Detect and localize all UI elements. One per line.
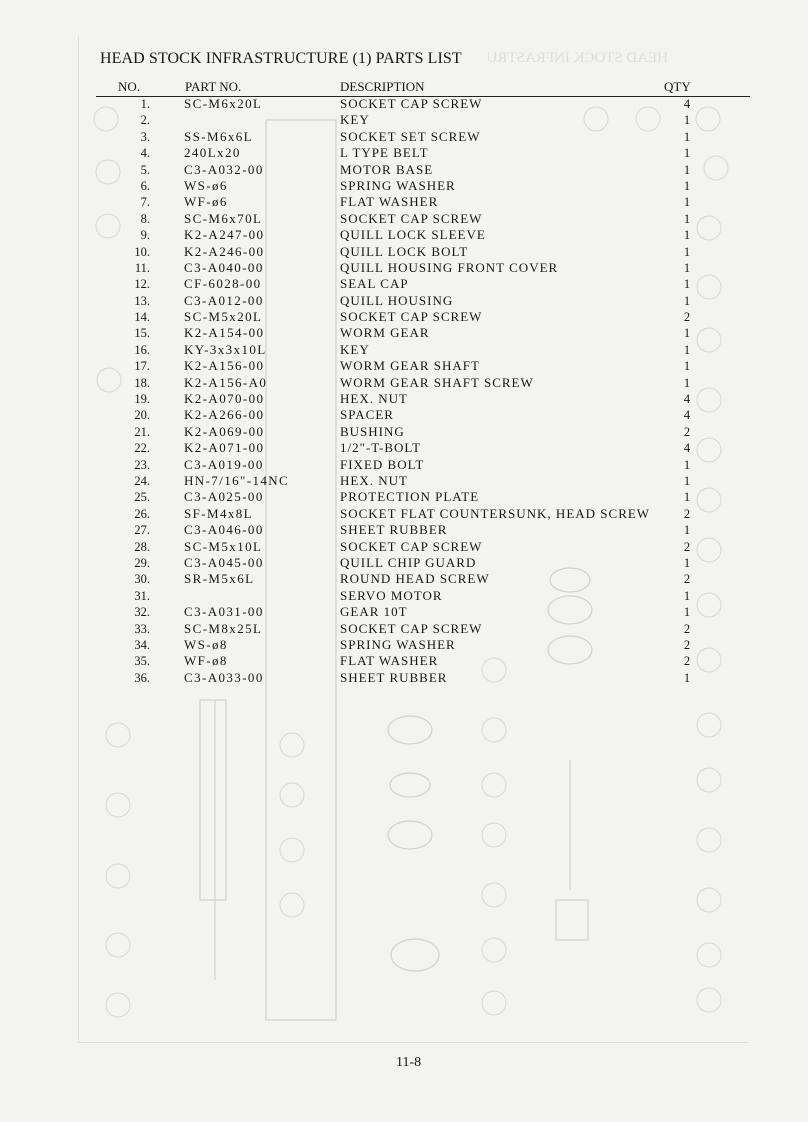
row-number: 18. bbox=[134, 375, 150, 390]
table-row bbox=[0, 407, 808, 423]
row-part-no: C3-A033-00 bbox=[184, 669, 264, 685]
row-description: SOCKET CAP SCREW bbox=[340, 96, 483, 111]
row-description: 1/2"-T-BOLT bbox=[340, 440, 422, 456]
table-row bbox=[0, 588, 808, 604]
row-qty: 2 bbox=[683, 506, 691, 521]
row-number: 3. bbox=[140, 129, 150, 144]
row-qty: 2 bbox=[683, 572, 691, 587]
row-description: SOCKET FLAT COUNTERSUNK, HEAD SCREW bbox=[340, 505, 651, 521]
row-number: 33. bbox=[134, 621, 150, 636]
row-qty: 1 bbox=[683, 228, 691, 243]
row-description: QUILL CHIP GUARD bbox=[340, 554, 477, 570]
table-row bbox=[0, 375, 808, 391]
row-qty: 1 bbox=[683, 326, 691, 341]
table-row bbox=[0, 112, 808, 128]
table-row bbox=[0, 227, 808, 243]
row-part-no: C3-A046-00 bbox=[184, 522, 264, 538]
table-row bbox=[0, 293, 808, 309]
row-number: 25. bbox=[134, 490, 150, 505]
row-number: 31. bbox=[134, 588, 150, 603]
table-row bbox=[0, 391, 808, 407]
row-part-no: C3-A045-00 bbox=[184, 554, 264, 570]
row-number: 8. bbox=[140, 211, 150, 226]
row-qty: 1 bbox=[683, 605, 691, 620]
row-qty: 1 bbox=[683, 293, 691, 308]
row-description: BUSHING bbox=[340, 423, 405, 439]
row-qty: 2 bbox=[683, 310, 691, 325]
table-row bbox=[0, 670, 808, 686]
row-number: 11. bbox=[134, 260, 150, 275]
row-qty: 1 bbox=[683, 195, 691, 210]
row-description: MOTOR BASE bbox=[340, 161, 434, 177]
row-part-no: C3-A025-00 bbox=[184, 489, 264, 505]
row-qty: 2 bbox=[683, 539, 691, 554]
table-row bbox=[0, 424, 808, 440]
row-qty: 1 bbox=[683, 359, 691, 374]
table-row bbox=[0, 457, 808, 473]
row-description: KEY bbox=[340, 112, 370, 128]
row-description: SPRING WASHER bbox=[340, 636, 456, 652]
row-number: 10. bbox=[134, 244, 150, 259]
row-number: 4. bbox=[140, 146, 150, 161]
row-part-no: K2-A246-00 bbox=[184, 243, 265, 259]
row-description: QUILL LOCK SLEEVE bbox=[340, 227, 486, 243]
row-part-no: SS-M6x6L bbox=[184, 128, 253, 144]
row-description: SERVO MOTOR bbox=[340, 587, 443, 603]
row-number: 7. bbox=[140, 195, 150, 210]
row-description: WORM GEAR bbox=[340, 325, 430, 341]
row-part-no: C3-A012-00 bbox=[184, 292, 264, 308]
table-row bbox=[0, 178, 808, 194]
row-number: 27. bbox=[134, 523, 150, 538]
table-row bbox=[0, 145, 808, 161]
row-number: 16. bbox=[134, 342, 150, 357]
row-part-no: K2-A266-00 bbox=[184, 407, 265, 423]
row-qty: 1 bbox=[683, 523, 691, 538]
row-number: 24. bbox=[134, 473, 150, 488]
row-part-no: C3-A032-00 bbox=[184, 161, 264, 177]
row-part-no: SF-M4x8L bbox=[184, 505, 253, 521]
row-description: SEAL CAP bbox=[340, 276, 409, 292]
row-qty: 2 bbox=[683, 621, 691, 636]
row-part-no: SC-M5x10L bbox=[184, 538, 263, 554]
row-number: 29. bbox=[134, 555, 150, 570]
row-number: 14. bbox=[134, 310, 150, 325]
row-qty: 1 bbox=[683, 473, 691, 488]
row-description: PROTECTION PLATE bbox=[340, 489, 480, 505]
svg-text:HEAD STOCK INFRASTRU: HEAD STOCK INFRASTRU bbox=[486, 50, 668, 66]
row-part-no: WS-ø6 bbox=[184, 177, 228, 193]
row-qty: 1 bbox=[683, 375, 691, 390]
row-qty: 1 bbox=[683, 113, 691, 128]
row-number: 12. bbox=[134, 277, 150, 292]
row-qty: 1 bbox=[683, 277, 691, 292]
row-part-no: K2-A069-00 bbox=[184, 423, 265, 439]
row-number: 9. bbox=[140, 228, 150, 243]
table-row bbox=[0, 276, 808, 292]
row-qty: 1 bbox=[683, 211, 691, 226]
row-description: SOCKET SET SCREW bbox=[340, 128, 481, 144]
table-row bbox=[0, 489, 808, 505]
row-description: SOCKET CAP SCREW bbox=[340, 210, 483, 226]
row-description: WORM GEAR SHAFT bbox=[340, 358, 480, 374]
row-qty: 4 bbox=[683, 392, 691, 407]
table-row bbox=[0, 211, 808, 227]
row-number: 35. bbox=[134, 654, 150, 669]
table-row bbox=[0, 506, 808, 522]
row-part-no: 240Lx20 bbox=[184, 145, 241, 161]
row-description: L TYPE BELT bbox=[340, 145, 429, 161]
row-number: 28. bbox=[134, 539, 150, 554]
table-row bbox=[0, 194, 808, 210]
row-description: GEAR 10T bbox=[340, 604, 408, 620]
row-part-no: WF-ø8 bbox=[184, 653, 228, 669]
page-frame-bottom bbox=[78, 1042, 748, 1043]
row-description: QUILL LOCK BOLT bbox=[340, 243, 469, 259]
row-part-no: C3-A040-00 bbox=[184, 259, 264, 275]
row-description: FIXED BOLT bbox=[340, 456, 425, 472]
row-part-no: SC-M6x20L bbox=[184, 96, 263, 111]
row-description: WORM GEAR SHAFT SCREW bbox=[340, 374, 534, 390]
row-number: 13. bbox=[134, 293, 150, 308]
table-row bbox=[0, 653, 808, 669]
table-row bbox=[0, 621, 808, 637]
row-description: SOCKET CAP SCREW bbox=[340, 538, 483, 554]
table-row bbox=[0, 342, 808, 358]
row-qty: 1 bbox=[683, 342, 691, 357]
row-part-no: SC-M5x20L bbox=[184, 309, 263, 325]
row-number: 23. bbox=[134, 457, 150, 472]
row-description: KEY bbox=[340, 341, 370, 357]
table-row bbox=[0, 555, 808, 571]
row-qty: 4 bbox=[683, 408, 691, 423]
row-part-no: K2-A156-00 bbox=[184, 358, 265, 374]
row-number: 22. bbox=[134, 441, 150, 456]
table-row bbox=[0, 539, 808, 555]
row-part-no: K2-A156-A0 bbox=[184, 374, 268, 390]
table-row bbox=[0, 96, 808, 112]
row-number: 36. bbox=[134, 670, 150, 685]
row-qty: 1 bbox=[683, 162, 691, 177]
row-number: 2. bbox=[140, 113, 150, 128]
row-description: SHEET RUBBER bbox=[340, 522, 448, 538]
table-row bbox=[0, 129, 808, 145]
row-description: ROUND HEAD SCREW bbox=[340, 571, 490, 587]
row-qty: 2 bbox=[683, 424, 691, 439]
row-number: 1. bbox=[140, 97, 150, 111]
row-number: 15. bbox=[134, 326, 150, 341]
header-no: NO. bbox=[118, 79, 141, 94]
row-number: 30. bbox=[134, 572, 150, 587]
row-number: 26. bbox=[134, 506, 150, 521]
row-qty: 1 bbox=[683, 129, 691, 144]
table-row bbox=[0, 358, 808, 374]
parts-table bbox=[0, 96, 808, 686]
page-number: 11-8 bbox=[396, 1055, 422, 1070]
table-row bbox=[0, 244, 808, 260]
header-qty: QTY bbox=[664, 79, 691, 94]
row-qty: 1 bbox=[683, 588, 691, 603]
row-description: SHEET RUBBER bbox=[340, 669, 448, 685]
row-qty: 1 bbox=[683, 490, 691, 505]
row-number: 32. bbox=[134, 605, 150, 620]
table-header bbox=[0, 79, 808, 97]
row-qty: 1 bbox=[683, 555, 691, 570]
header-part-no: PART NO. bbox=[185, 79, 242, 94]
row-description: FLAT WASHER bbox=[340, 653, 439, 669]
row-part-no: C3-A019-00 bbox=[184, 456, 264, 472]
row-description: QUILL HOUSING bbox=[340, 292, 454, 308]
table-row bbox=[0, 637, 808, 653]
row-qty: 4 bbox=[683, 97, 691, 111]
row-part-no: HN-7/16"-14NC bbox=[184, 472, 290, 488]
table-row bbox=[0, 571, 808, 587]
row-description: HEX. NUT bbox=[340, 391, 408, 407]
row-description: SOCKET CAP SCREW bbox=[340, 620, 483, 636]
row-number: 19. bbox=[134, 392, 150, 407]
row-qty: 1 bbox=[683, 670, 691, 685]
row-part-no: K2-A070-00 bbox=[184, 391, 265, 407]
table-row bbox=[0, 260, 808, 276]
row-qty: 1 bbox=[683, 146, 691, 161]
page-title: HEAD STOCK INFRASTRUCTURE (1) PARTS LIST bbox=[100, 50, 462, 67]
row-qty: 1 bbox=[683, 178, 691, 193]
row-part-no: CF-6028-00 bbox=[184, 276, 262, 292]
row-qty: 4 bbox=[683, 441, 691, 456]
row-part-no: WF-ø6 bbox=[184, 194, 228, 210]
row-number: 6. bbox=[140, 178, 150, 193]
row-qty: 1 bbox=[683, 244, 691, 259]
table-row bbox=[0, 522, 808, 538]
table-row bbox=[0, 473, 808, 489]
row-qty: 2 bbox=[683, 637, 691, 652]
row-part-no: KY-3x3x10L bbox=[184, 341, 267, 357]
table-row bbox=[0, 604, 808, 620]
row-number: 21. bbox=[134, 424, 150, 439]
header-description: DESCRIPTION bbox=[340, 79, 425, 94]
row-number: 34. bbox=[134, 637, 150, 652]
row-part-no: WS-ø8 bbox=[184, 636, 228, 652]
row-description: SPACER bbox=[340, 407, 394, 423]
row-qty: 2 bbox=[683, 654, 691, 669]
table-row bbox=[0, 440, 808, 456]
row-description: FLAT WASHER bbox=[340, 194, 439, 210]
table-row bbox=[0, 325, 808, 341]
table-row bbox=[0, 162, 808, 178]
row-number: 5. bbox=[140, 162, 150, 177]
row-description: QUILL HOUSING FRONT COVER bbox=[340, 259, 559, 275]
row-qty: 1 bbox=[683, 457, 691, 472]
row-part-no: SC-M8x25L bbox=[184, 620, 263, 636]
row-number: 17. bbox=[134, 359, 150, 374]
row-part-no: K2-A071-00 bbox=[184, 440, 265, 456]
row-description: SPRING WASHER bbox=[340, 177, 456, 193]
row-description: HEX. NUT bbox=[340, 472, 408, 488]
row-part-no: SC-M6x70L bbox=[184, 210, 263, 226]
row-qty: 1 bbox=[683, 260, 691, 275]
row-part-no: K2-A154-00 bbox=[184, 325, 265, 341]
row-part-no: K2-A247-00 bbox=[184, 227, 265, 243]
row-description: SOCKET CAP SCREW bbox=[340, 309, 483, 325]
row-part-no: SR-M5x6L bbox=[184, 571, 255, 587]
table-row bbox=[0, 309, 808, 325]
row-number: 20. bbox=[134, 408, 150, 423]
row-part-no: C3-A031-00 bbox=[184, 604, 264, 620]
